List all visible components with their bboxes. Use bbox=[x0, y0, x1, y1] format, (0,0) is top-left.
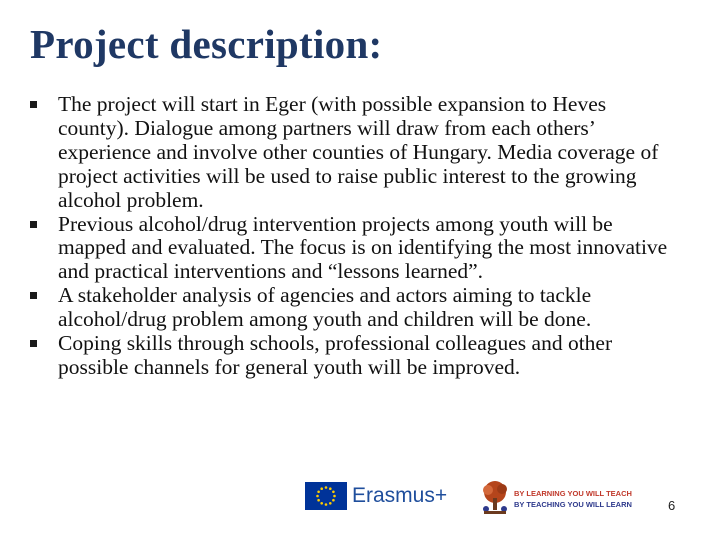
eu-flag-icon bbox=[305, 482, 347, 510]
square-bullet-icon bbox=[30, 221, 37, 228]
bullet-text: Previous alcohol/drug intervention projects among youth will be mapped and evaluated. The focus is on identifying the most innovative and practical interventions and “lessons learned”. bbox=[58, 211, 668, 284]
bullet-item bbox=[30, 93, 680, 213]
square-bullet-icon bbox=[30, 101, 37, 108]
square-bullet-icon bbox=[30, 292, 37, 299]
slogan bbox=[514, 488, 632, 510]
bullet-item bbox=[30, 332, 680, 380]
bullet-text: A stakeholder analysis of agencies and actors aiming to tackle alcohol/drug problem among youth and children will be done. bbox=[58, 283, 592, 332]
bullet-item bbox=[30, 213, 680, 285]
bullet-list bbox=[30, 93, 680, 380]
bullet-item bbox=[30, 284, 680, 332]
erasmus-label: Erasmus+ bbox=[352, 484, 448, 507]
slide-title: Project description: bbox=[30, 21, 383, 67]
slogan-line-1: BY LEARNING YOU WILL TEACH bbox=[514, 489, 632, 498]
bullet-text: Coping skills through schools, professional colleagues and other possible channels for general youth will be improved. bbox=[58, 331, 613, 379]
slogan-line-2: BY TEACHING YOU WILL LEARN bbox=[514, 500, 632, 509]
tree-logo-icon bbox=[476, 478, 514, 516]
bullet-text: The project will start in Eger (with possible expansion to Heves county). Dialogue among partners will draw from each others’ experience and involve other counties of Hungary. Media coverage of project activities will be used to raise public interest to the growing alcohol problem. bbox=[58, 92, 659, 212]
page-number: 6 bbox=[668, 498, 676, 513]
square-bullet-icon bbox=[30, 340, 37, 347]
